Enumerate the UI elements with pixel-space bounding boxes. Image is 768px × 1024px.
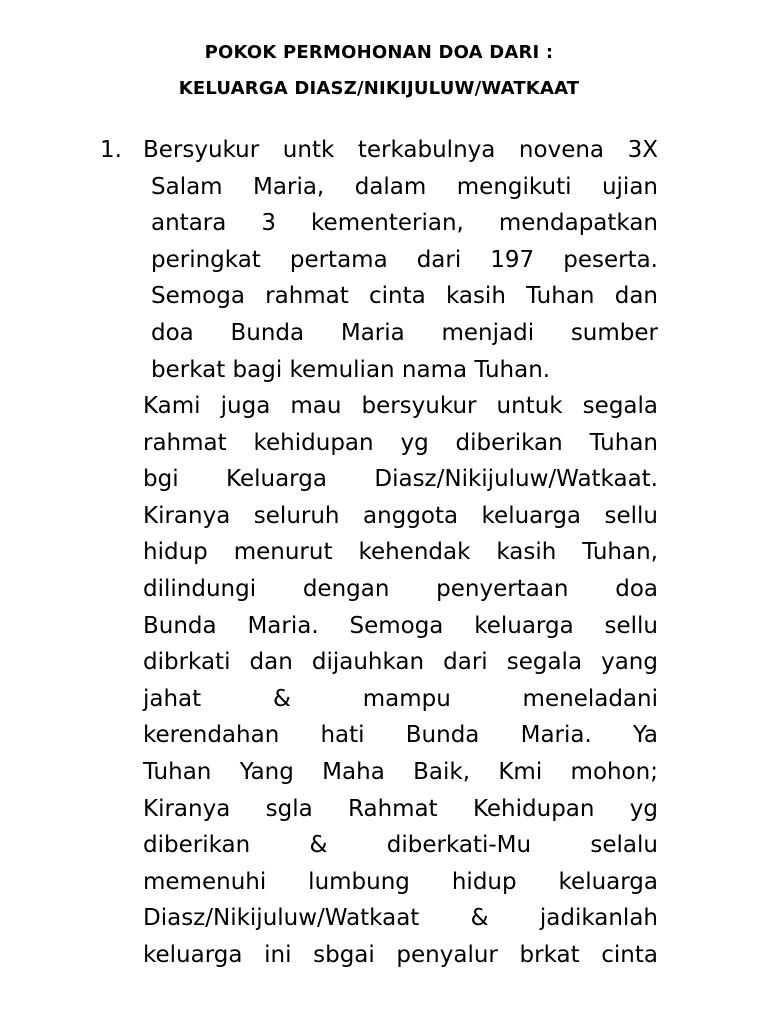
text-line: peringkat pertama dari 197 peserta. xyxy=(151,246,658,273)
document-title-line-1: POKOK PERMOHONAN DOA DARI : xyxy=(204,42,554,63)
text-line: Bunda Maria. Semoga keluarga sellu xyxy=(143,612,658,639)
text-line: rahmat kehidupan yg diberikan Tuhan xyxy=(143,429,658,456)
text-line: hidup menurut kehendak kasih Tuhan, xyxy=(143,539,658,566)
text-line: Salam Maria, dalam mengikuti ujian xyxy=(151,173,658,200)
text-line: keluarga ini sbgai penyalur brkat cinta xyxy=(143,941,658,968)
text-line: dilindungi dengan penyertaan doa xyxy=(143,575,658,602)
text-line: jahat & mampu meneladani xyxy=(143,685,658,712)
text-line: doa Bunda Maria menjadi sumber xyxy=(151,319,658,346)
text-line: Tuhan Yang Maha Baik, Kmi mohon; xyxy=(143,758,658,785)
text-line: Kami juga mau bersyukur untuk segala xyxy=(143,393,658,419)
text-line: Bersyukur untk terkabulnya novena 3X xyxy=(143,137,658,163)
text-line: Kiranya sgla Rahmat Kehidupan yg xyxy=(143,795,658,822)
list-item-paragraph xyxy=(143,388,658,974)
list-item-number: 1. xyxy=(100,137,122,163)
text-line: diberikan & diberkati-Mu selalu xyxy=(143,832,658,859)
text-line: memenuhi lumbung hidup keluarga xyxy=(143,868,658,895)
text-line: dibrkati dan dijauhkan dari segala yang xyxy=(143,649,658,676)
text-line: Diasz/Nikijuluw/Watkaat & jadikanlah xyxy=(143,905,658,932)
text-line: antara 3 kementerian, mendapatkan xyxy=(151,210,658,237)
list-item-first-line xyxy=(143,132,658,169)
text-line: Semoga rahmat cinta kasih Tuhan dan xyxy=(151,283,658,310)
text-line: kerendahan hati Bunda Maria. Ya xyxy=(143,722,658,749)
text-line: berkat bagi kemulian nama Tuhan. xyxy=(151,356,551,383)
text-line: Kiranya seluruh anggota keluarga sellu xyxy=(143,502,658,529)
document-title-line-2: KELUARGA DIASZ/NIKIJULUW/WATKAAT xyxy=(178,78,580,99)
list-item-continuation xyxy=(151,169,658,389)
text-line: bgi Keluarga Diasz/Nikijuluw/Watkaat. xyxy=(143,466,658,493)
